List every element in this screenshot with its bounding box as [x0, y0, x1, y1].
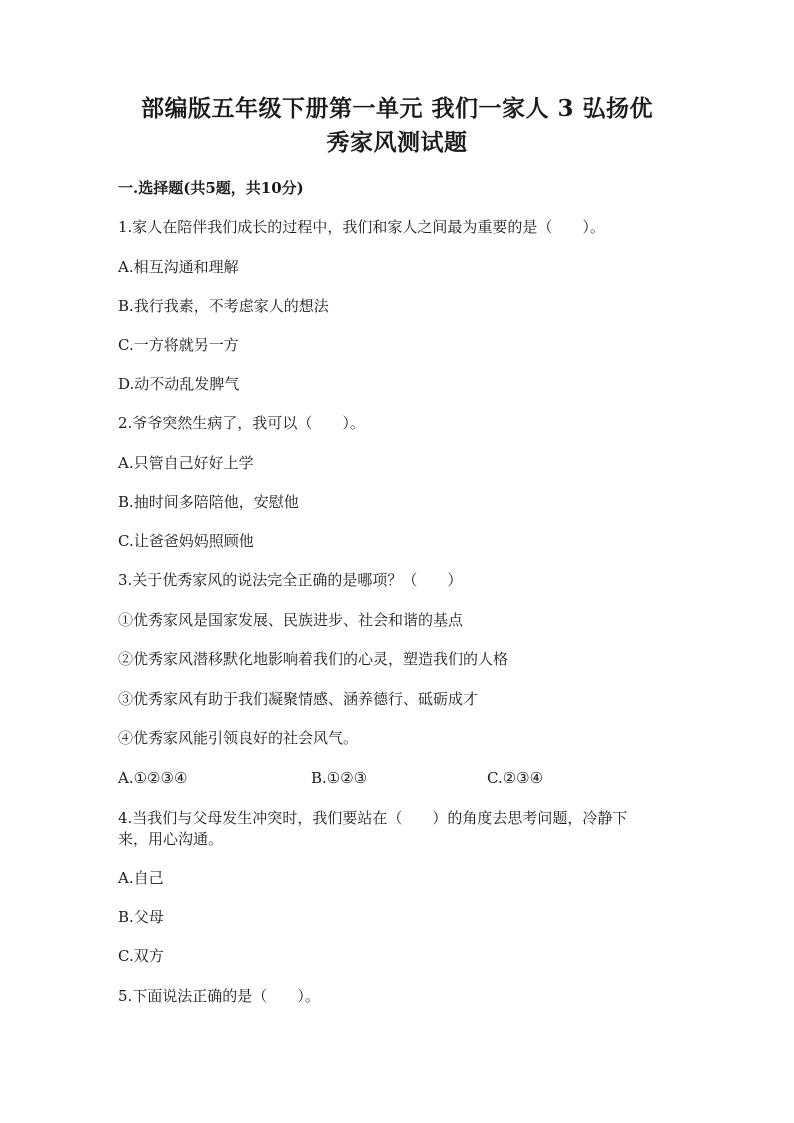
question-2-option-a: A.只管自己好好上学 [118, 454, 254, 472]
title-line-2: 秀家风测试题 [326, 129, 468, 156]
question-3-statement-2: ②优秀家风潜移默化地影响着我们的心灵，塑造我们的人格 [118, 650, 509, 668]
question-4-option-c: C.双方 [118, 947, 164, 965]
section-heading: 一.选择题(共5题，共10分) [118, 179, 304, 197]
question-1-option-c: C.一方将就另一方 [118, 336, 239, 354]
question-4-stem-line-2: 来，用心沟通。 [118, 830, 224, 848]
question-4-option-b: B.父母 [118, 908, 164, 926]
question-5-stem: 5.下面说法正确的是（ ）。 [118, 987, 320, 1005]
question-4-option-a: A.自己 [118, 869, 164, 887]
question-3-option-c: C.②③④ [487, 769, 544, 787]
question-3-statement-3: ③优秀家风有助于我们凝聚情感、涵养德行、砥砺成才 [118, 690, 479, 708]
question-3-statement-1: ①优秀家风是国家发展、民族进步、社会和谐的基点 [118, 611, 464, 629]
question-2-stem: 2.爷爷突然生病了，我可以（ ）。 [118, 414, 365, 432]
question-3-statement-4: ④优秀家风能引领良好的社会风气。 [118, 729, 359, 747]
question-2-option-b: B.抽时间多陪陪他，安慰他 [118, 493, 299, 511]
question-1-option-d: D.动不动乱发脾气 [118, 375, 240, 393]
question-1-stem: 1.家人在陪伴我们成长的过程中，我们和家人之间最为重要的是（ ）。 [118, 218, 605, 236]
question-3-options-row [118, 768, 678, 788]
question-4-stem-line-1: 4.当我们与父母发生冲突时，我们要站在（ ）的角度去思考问题，冷静下 [118, 809, 628, 827]
question-3-stem: 3.关于优秀家风的说法完全正确的是哪项？（ ） [118, 571, 463, 589]
question-1-option-a: A.相互沟通和理解 [118, 258, 239, 276]
question-3-option-a: A.①②③④ [118, 769, 188, 787]
question-2-option-c: C.让爸爸妈妈照顾他 [118, 532, 254, 550]
title-line-1: 部编版五年级下册第一单元 我们一家人 3 弘扬优 [140, 95, 654, 122]
question-3-option-b: B.①②③ [311, 769, 368, 787]
page-title [0, 92, 794, 160]
question-1-option-b: B.我行我素，不考虑家人的想法 [118, 297, 329, 315]
